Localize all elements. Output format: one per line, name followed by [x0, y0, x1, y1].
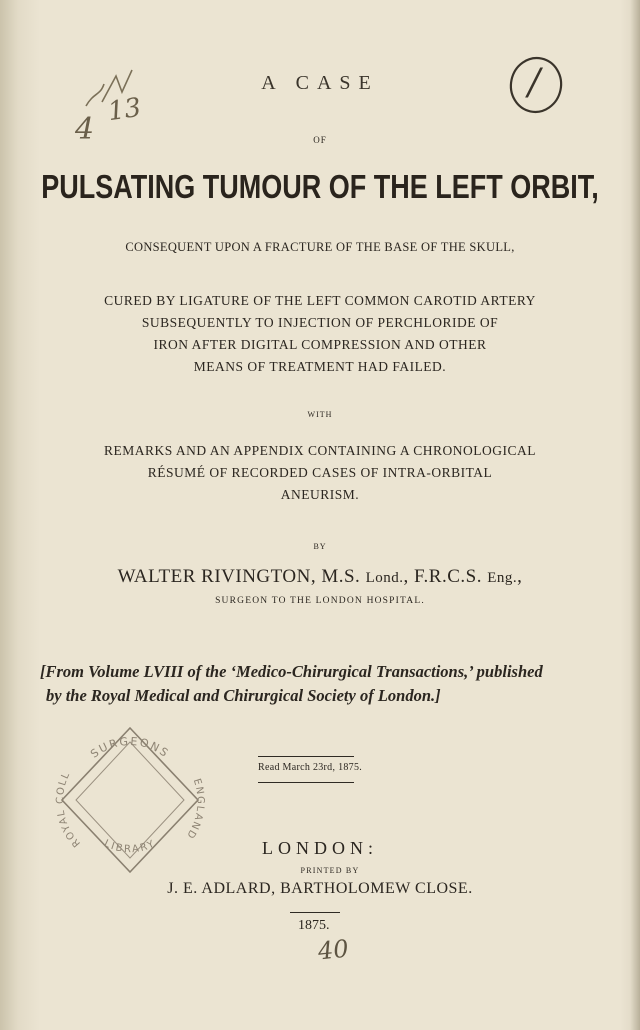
divider-top	[258, 756, 354, 757]
source-note	[40, 660, 600, 708]
remarks-line: RÉSUMÉ OF RECORDED CASES OF INTRA-ORBITAL	[147, 465, 493, 480]
remarks-line: REMARKS AND AN APPENDIX CONTAINING A CHRONOLOGICAL	[104, 443, 536, 458]
handwritten-mark-top-left-number: 13	[106, 92, 144, 128]
seal-text-right: ENGLAND	[183, 777, 206, 842]
printed-by-label: PRINTED BY	[300, 866, 360, 875]
treatment-line: IRON AFTER DIGITAL COMPRESSION AND OTHER	[153, 337, 487, 352]
imprint-city: LONDON:	[262, 838, 378, 858]
remarks-line: ANEURISM.	[280, 487, 360, 502]
treatment-line: CURED BY LIGATURE OF THE LEFT COMMON CAROTID ARTERY	[104, 293, 536, 308]
read-date: Read March 23rd, 1875.	[258, 762, 363, 773]
author-frcs: , F.R.C.S.	[403, 566, 482, 587]
author-degree-lond: Lond.	[365, 570, 404, 586]
author-degree-eng: Eng.	[487, 570, 518, 586]
main-title: PULSATING TUMOUR OF THE LEFT ORBIT,	[41, 168, 599, 206]
handwritten-circle-mark: /	[528, 62, 541, 103]
author-affiliation: SURGEON TO THE LONDON HOSPITAL.	[215, 596, 425, 606]
svg-text:SURGEONS	[88, 735, 172, 761]
treatment-line: MEANS OF TREATMENT HAD FAILED.	[193, 359, 447, 374]
svg-text:LIBRARY	[102, 838, 158, 855]
printer-name: J. E. ADLARD, BARTHOLOMEW CLOSE.	[167, 880, 473, 897]
author-name: WALTER RIVINGTON, M.S.	[117, 566, 361, 587]
subtitle: CONSEQUENT UPON A FRACTURE OF THE BASE OF THE SKULL,	[125, 240, 515, 254]
handwritten-mark-bottom: 40	[316, 934, 350, 966]
remarks-description	[0, 440, 640, 506]
seal-text-bottom: LIBRARY	[102, 838, 158, 856]
author-end: ,	[517, 566, 523, 587]
treatment-description	[0, 290, 640, 378]
title-of: OF	[313, 135, 327, 145]
seal-text-left: ROYAL COLL	[54, 769, 83, 849]
treatment-line: SUBSEQUENTLY TO INJECTION OF PERCHLORIDE OF	[141, 315, 499, 330]
handwritten-mark-top-left: 4	[75, 112, 95, 147]
library-seal-stamp	[50, 720, 210, 880]
title-a-case: A CASE	[261, 72, 379, 94]
source-note-line: by the Royal Medical and Chirurgical Society of London.]	[46, 686, 441, 705]
seal-text-top: SURGEONS	[88, 734, 172, 761]
author-line	[0, 566, 640, 588]
publication-year: 1875.	[298, 918, 330, 933]
by-label: BY	[313, 542, 327, 551]
with-label: WITH	[307, 410, 333, 419]
source-note-line: [From Volume LVIII of the ‘Medico-Chirurgical Transactions,’ published	[40, 662, 543, 681]
divider-year	[290, 912, 340, 913]
divider-bottom	[258, 782, 354, 783]
